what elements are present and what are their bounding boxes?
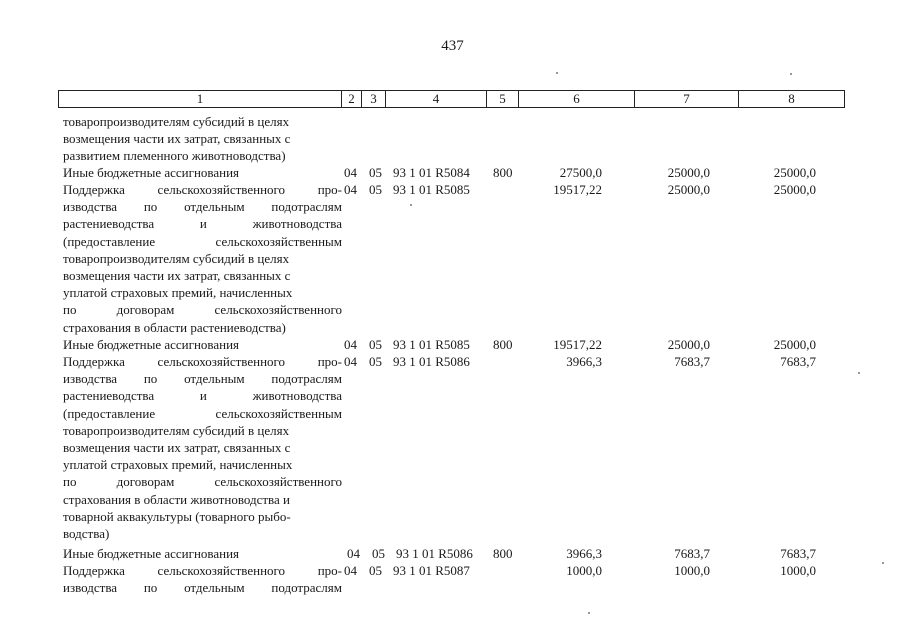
- description-line: возмещения части их затрат, связанных с: [63, 440, 291, 456]
- scan-speck: [410, 204, 412, 206]
- cell-csr: 93 1 01 R5086: [396, 546, 473, 561]
- cell-amount-2: 25000,0: [667, 165, 710, 180]
- description-line: развитием племенного животноводства): [63, 148, 286, 164]
- cell-amount-3: 1000,0: [780, 563, 816, 578]
- cell-amount-3: 25000,0: [773, 165, 816, 180]
- description-line: изводства по отдельным подотраслям: [63, 580, 342, 596]
- cell-csr: 93 1 01 R5087: [393, 563, 470, 578]
- description-line: по договорам сельскохозяйственного: [63, 302, 342, 318]
- description-line: товаропроизводителям субсидий в целях: [63, 114, 290, 129]
- cell-amount-1: 1000,0: [566, 563, 602, 578]
- description-line: товаропроизводителям субсидий в целях: [63, 250, 290, 266]
- cell-amount-2: 1000,0: [674, 563, 710, 578]
- scan-speck: [588, 612, 590, 614]
- cell-amount-2: 7683,7: [674, 354, 710, 369]
- cell-pr: 05: [369, 354, 382, 369]
- row-description: [63, 562, 342, 596]
- cell-amount-1: 19517,22: [553, 182, 602, 197]
- description-line: уплатой страховых премий, начисленных: [63, 285, 293, 301]
- cell-vr: 800: [493, 165, 513, 180]
- row-description: [63, 336, 342, 353]
- cell-amount-2: 7683,7: [674, 546, 710, 561]
- scan-speck: [882, 562, 884, 564]
- page-number: 437: [441, 38, 464, 54]
- header-col-2: 2: [342, 91, 362, 107]
- description-line: Иные бюджетные ассигнования: [63, 546, 240, 561]
- description-line: Иные бюджетные ассигнования: [63, 165, 240, 180]
- description-line: возмещения части их затрат, связанных с: [63, 131, 291, 147]
- row-description: [63, 353, 342, 542]
- cell-amount-1: 3966,3: [566, 546, 602, 561]
- cell-vr: 800: [493, 546, 513, 561]
- description-line: Иные бюджетные ассигнования: [63, 337, 240, 352]
- description-line: Поддержка сельскохозяйственного про-: [63, 563, 342, 578]
- cell-rz: 04: [344, 563, 357, 578]
- scan-speck: [556, 72, 558, 74]
- description-line: товарной аквакультуры (товарного рыбо-: [63, 508, 291, 524]
- row-description: [63, 181, 342, 336]
- cell-amount-2: 25000,0: [667, 337, 710, 352]
- cell-amount-3: 25000,0: [773, 337, 816, 352]
- cell-vr: 800: [493, 337, 513, 352]
- header-col-6: 6: [519, 91, 635, 107]
- cell-pr: 05: [369, 165, 382, 180]
- header-col-5: 5: [487, 91, 519, 107]
- header-col-8: 8: [788, 91, 795, 106]
- cell-amount-3: 25000,0: [773, 182, 816, 197]
- cell-amount-3: 7683,7: [780, 354, 816, 369]
- description-line: страхования в области животноводства и: [63, 491, 290, 507]
- description-line: растениеводства и животноводства: [63, 388, 342, 404]
- description-line: товаропроизводителям субсидий в целях: [63, 422, 290, 438]
- scan-speck: [858, 372, 860, 374]
- cell-csr: 93 1 01 R5085: [393, 337, 470, 352]
- description-line: уплатой страховых премий, начисленных: [63, 457, 293, 473]
- description-line: страхования в области растениеводства): [63, 319, 286, 335]
- cell-rz: 04: [347, 546, 360, 561]
- row-description: [63, 164, 342, 181]
- cell-csr: 93 1 01 R5084: [393, 165, 470, 180]
- description-line: Поддержка сельскохозяйственного про-: [63, 354, 342, 369]
- cell-rz: 04: [344, 354, 357, 369]
- description-line: по договорам сельскохозяйственного: [63, 474, 342, 490]
- header-col-4: 4: [386, 91, 487, 107]
- description-line: изводства по отдельным подотраслям: [63, 371, 342, 387]
- header-col-7: 7: [635, 91, 739, 107]
- header-col-1: 1: [59, 91, 342, 107]
- description-line: растениеводства и животноводства: [63, 216, 342, 232]
- description-line: изводства по отдельным подотраслям: [63, 199, 342, 215]
- cell-amount-2: 25000,0: [667, 182, 710, 197]
- cell-rz: 04: [344, 182, 357, 197]
- scan-speck: [790, 73, 792, 75]
- description-line: Поддержка сельскохозяйственного про-: [63, 182, 342, 197]
- cell-amount-1: 3966,3: [566, 354, 602, 369]
- description-line: (предоставление сельскохозяйственным: [63, 405, 342, 421]
- cell-amount-3: 7683,7: [780, 546, 816, 561]
- cell-pr: 05: [372, 546, 385, 561]
- row-description: [63, 545, 342, 562]
- cell-rz: 04: [344, 337, 357, 352]
- cell-pr: 05: [369, 182, 382, 197]
- header-col-3: 3: [362, 91, 386, 107]
- description-line: водства): [63, 526, 110, 542]
- cell-pr: 05: [369, 563, 382, 578]
- cell-csr: 93 1 01 R5086: [393, 354, 470, 369]
- description-line: возмещения части их затрат, связанных с: [63, 268, 291, 284]
- row-description: [63, 113, 342, 165]
- cell-pr: 05: [369, 337, 382, 352]
- cell-amount-1: 27500,0: [559, 165, 602, 180]
- cell-rz: 04: [344, 165, 357, 180]
- description-line: (предоставление сельскохозяйственным: [63, 233, 342, 249]
- cell-csr: 93 1 01 R5085: [393, 182, 470, 197]
- table-header: [58, 90, 845, 108]
- cell-amount-1: 19517,22: [553, 337, 602, 352]
